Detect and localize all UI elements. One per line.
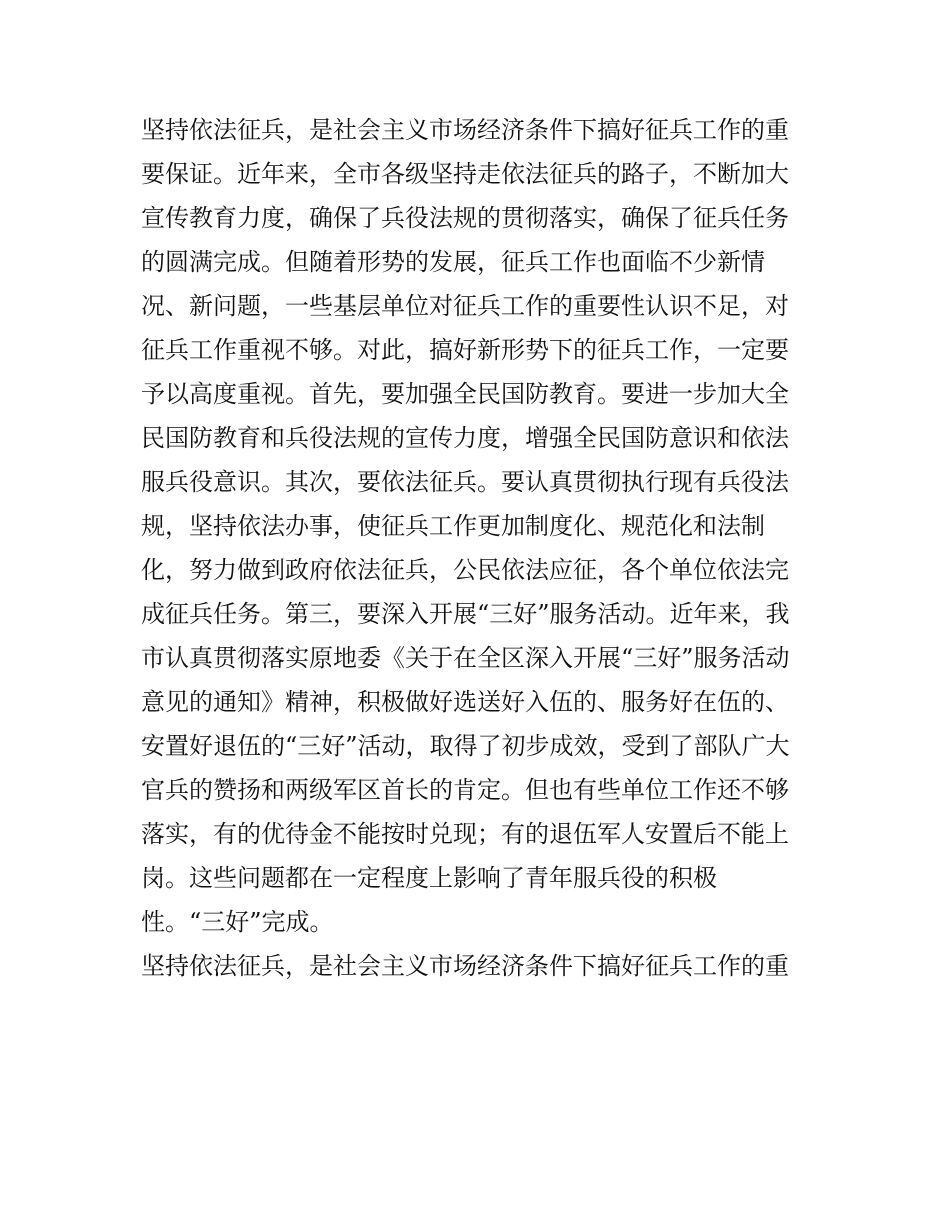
text-line: 落实，有的优待金不能按时兑现；有的退伍军人安置后不能上 bbox=[141, 820, 789, 848]
text-line: 坚持依法征兵，是社会主义市场经济条件下搞好征兵工作的重 bbox=[141, 116, 789, 144]
text-line: 安置好退伍的“三好”活动，取得了初步成效，受到了部队广大 bbox=[141, 732, 790, 760]
text-line: 的圆满完成。但随着形势的发展，征兵工作也面临不少新情 bbox=[141, 248, 765, 276]
text-line: 坚持依法征兵，是社会主义市场经济条件下搞好征兵工作的重 bbox=[141, 952, 789, 980]
text-line: 岗。这些问题都在一定程度上影响了青年服兵役的积极 bbox=[141, 864, 717, 892]
text-line: 民国防教育和兵役法规的宣传力度，增强全民国防意识和依法 bbox=[141, 424, 789, 452]
text-line: 征兵工作重视不够。对此，搞好新形势下的征兵工作，一定要 bbox=[141, 336, 789, 364]
text-line: 予以高度重视。首先，要加强全民国防教育。要进一步加大全 bbox=[141, 380, 789, 408]
text-line: 况、新问题，一些基层单位对征兵工作的重要性认识不足，对 bbox=[141, 292, 789, 320]
text-line: 官兵的赞扬和两级军区首长的肯定。但也有些单位工作还不够 bbox=[141, 776, 789, 804]
text-line: 成征兵任务。第三，要深入开展“三好”服务活动。近年来，我 bbox=[141, 600, 790, 628]
text-line: 宣传教育力度，确保了兵役法规的贯彻落实，确保了征兵任务 bbox=[141, 204, 789, 232]
text-line: 市认真贯彻落实原地委《关于在全区深入开展“三好”服务活动 bbox=[141, 644, 790, 672]
text-line: 服兵役意识。其次，要依法征兵。要认真贯彻执行现有兵役法 bbox=[141, 468, 789, 496]
text-line: 化，努力做到政府依法征兵，公民依法应征，各个单位依法完 bbox=[141, 556, 789, 584]
text-line: 规，坚持依法办事，使征兵工作更加制度化、规范化和法制 bbox=[141, 512, 765, 540]
text-line: 性。“三好”完成。 bbox=[141, 908, 334, 936]
text-line: 要保证。近年来，全市各级坚持走依法征兵的路子，不断加大 bbox=[141, 160, 789, 188]
text-line: 意见的通知》精神，积极做好选送好入伍的、服务好在伍的、 bbox=[141, 688, 789, 716]
body-text bbox=[141, 108, 821, 988]
